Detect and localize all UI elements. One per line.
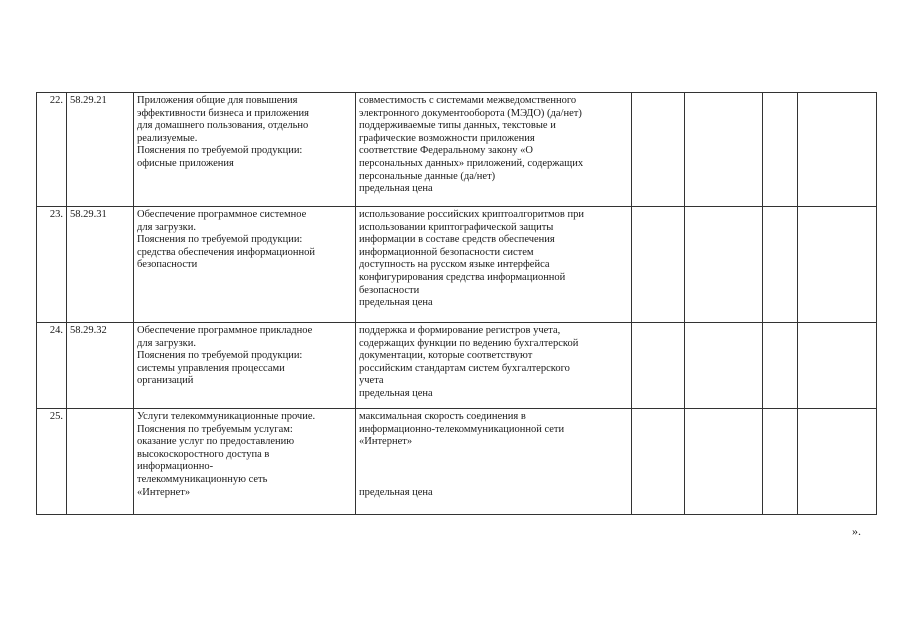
characteristic-text-line: графические возможности приложения: [359, 132, 535, 144]
characteristic-text-line: информации в составе средств обеспечения: [359, 234, 555, 246]
product-text-line: реализуемые.: [137, 132, 198, 144]
characteristic-text-line: документации, которые соответствуют: [359, 350, 533, 362]
characteristic-text-line: содержащих функции по ведению бухгалтерской: [359, 337, 579, 349]
product-text-line: «Интернет»: [137, 486, 191, 498]
empty-value-cell: [685, 93, 763, 207]
okpd2-code-cell: 58.29.32: [67, 323, 134, 409]
product-description-cell: [134, 93, 356, 207]
characteristic-text-line: электронного документооборота (МЭДО) (да/нет): [359, 107, 582, 119]
product-text-line: безопасности: [137, 259, 198, 271]
product-text-line: Услуги телекоммуникационные прочие.: [137, 411, 316, 422]
product-text-line: офисные приложения: [137, 157, 234, 169]
closing-quote-mark: ».: [852, 524, 861, 538]
product-text-line: для домашнего пользования, отдельно: [137, 120, 309, 132]
table-row: [37, 93, 877, 207]
characteristic-text-line: безопасности: [359, 284, 420, 296]
characteristic-text-line: совместимость с системами межведомственного: [359, 95, 577, 106]
row-number-cell: 23.: [37, 207, 67, 323]
characteristics-cell: [356, 323, 632, 409]
product-text-line: эффективности бизнеса и приложения: [137, 107, 309, 119]
characteristic-text-line: предельная цена: [359, 183, 433, 195]
characteristic-text-line: предельная цена: [359, 486, 433, 498]
product-text-line: Пояснения по требуемой продукции:: [137, 350, 303, 362]
blank-line: [359, 449, 628, 462]
product-text-line: для загрузки.: [137, 221, 197, 233]
empty-value-cell: [685, 207, 763, 323]
row-number-cell: 24.: [37, 323, 67, 409]
characteristic-text-line: доступность на русском языке интерфейса: [359, 259, 550, 271]
blank-line: [359, 461, 628, 474]
product-text-line: Обеспечение программное системное: [137, 209, 307, 220]
product-text-line: средства обеспечения информационной: [137, 246, 316, 258]
product-description-cell: [134, 409, 356, 515]
characteristic-text-line: конфигурирования средства информационной: [359, 271, 566, 283]
table-row: [37, 409, 877, 515]
product-text-line: оказание услуг по предоставлению: [137, 436, 295, 448]
characteristics-cell: [356, 409, 632, 515]
characteristic-text-line: российским стандартам систем бухгалтерского: [359, 362, 570, 374]
okpd2-code-cell: [67, 409, 134, 515]
empty-value-cell: [632, 409, 685, 515]
table-row: [37, 323, 877, 409]
product-text-line: Пояснения по требуемым услугам:: [137, 423, 293, 435]
product-text-line: Пояснения по требуемой продукции:: [137, 234, 303, 246]
characteristics-cell: [356, 93, 632, 207]
product-text-line: системы управления процессами: [137, 362, 285, 374]
empty-value-cell: [798, 409, 877, 515]
characteristic-text-line: персональных данных» приложений, содержащих: [359, 157, 584, 169]
characteristic-text-line: информационно-телекоммуникационной сети: [359, 423, 565, 435]
empty-value-cell: [685, 323, 763, 409]
empty-value-cell: [763, 93, 798, 207]
product-text-line: высокоскоростного доступа в: [137, 448, 270, 460]
empty-value-cell: [798, 93, 877, 207]
product-text-line: информационно-: [137, 461, 214, 473]
characteristic-text-line: поддерживаемые типы данных, текстовые и: [359, 120, 556, 132]
characteristic-text-line: поддержка и формирование регистров учета,: [359, 325, 561, 336]
blank-line: [359, 474, 628, 487]
okpd2-code-cell: 58.29.21: [67, 93, 134, 207]
empty-value-cell: [632, 207, 685, 323]
characteristic-text-line: «Интернет»: [359, 436, 413, 448]
empty-value-cell: [685, 409, 763, 515]
characteristic-text-line: использование российских криптоалгоритмов при: [359, 209, 584, 220]
row-number-cell: 22.: [37, 93, 67, 207]
characteristic-text-line: персональные данные (да/нет): [359, 170, 496, 182]
product-text-line: Приложения общие для повышения: [137, 95, 298, 106]
empty-value-cell: [763, 323, 798, 409]
empty-value-cell: [632, 93, 685, 207]
characteristics-cell: [356, 207, 632, 323]
okpd2-code-cell: 58.29.31: [67, 207, 134, 323]
characteristic-text-line: использовании криптографической защиты: [359, 221, 554, 233]
characteristic-text-line: предельная цена: [359, 297, 433, 309]
empty-value-cell: [632, 323, 685, 409]
table-row: [37, 207, 877, 323]
empty-value-cell: [798, 207, 877, 323]
product-text-line: телекоммуникационную сеть: [137, 473, 268, 485]
characteristic-text-line: соответствие Федеральному закону «О: [359, 145, 533, 157]
empty-value-cell: [763, 409, 798, 515]
characteristic-text-line: предельная цена: [359, 387, 433, 399]
product-text-line: Пояснения по требуемой продукции:: [137, 145, 303, 157]
characteristic-text-line: информационной безопасности систем: [359, 246, 534, 258]
characteristic-text-line: учета: [359, 375, 384, 387]
product-description-cell: [134, 207, 356, 323]
characteristic-text-line: максимальная скорость соединения в: [359, 411, 526, 422]
product-text-line: Обеспечение программное прикладное: [137, 325, 313, 336]
product-description-cell: [134, 323, 356, 409]
empty-value-cell: [798, 323, 877, 409]
table-body: [37, 93, 877, 515]
empty-value-cell: [763, 207, 798, 323]
product-text-line: организаций: [137, 375, 194, 387]
product-text-line: для загрузки.: [137, 337, 197, 349]
procurement-table: [36, 92, 877, 515]
row-number-cell: 25.: [37, 409, 67, 515]
